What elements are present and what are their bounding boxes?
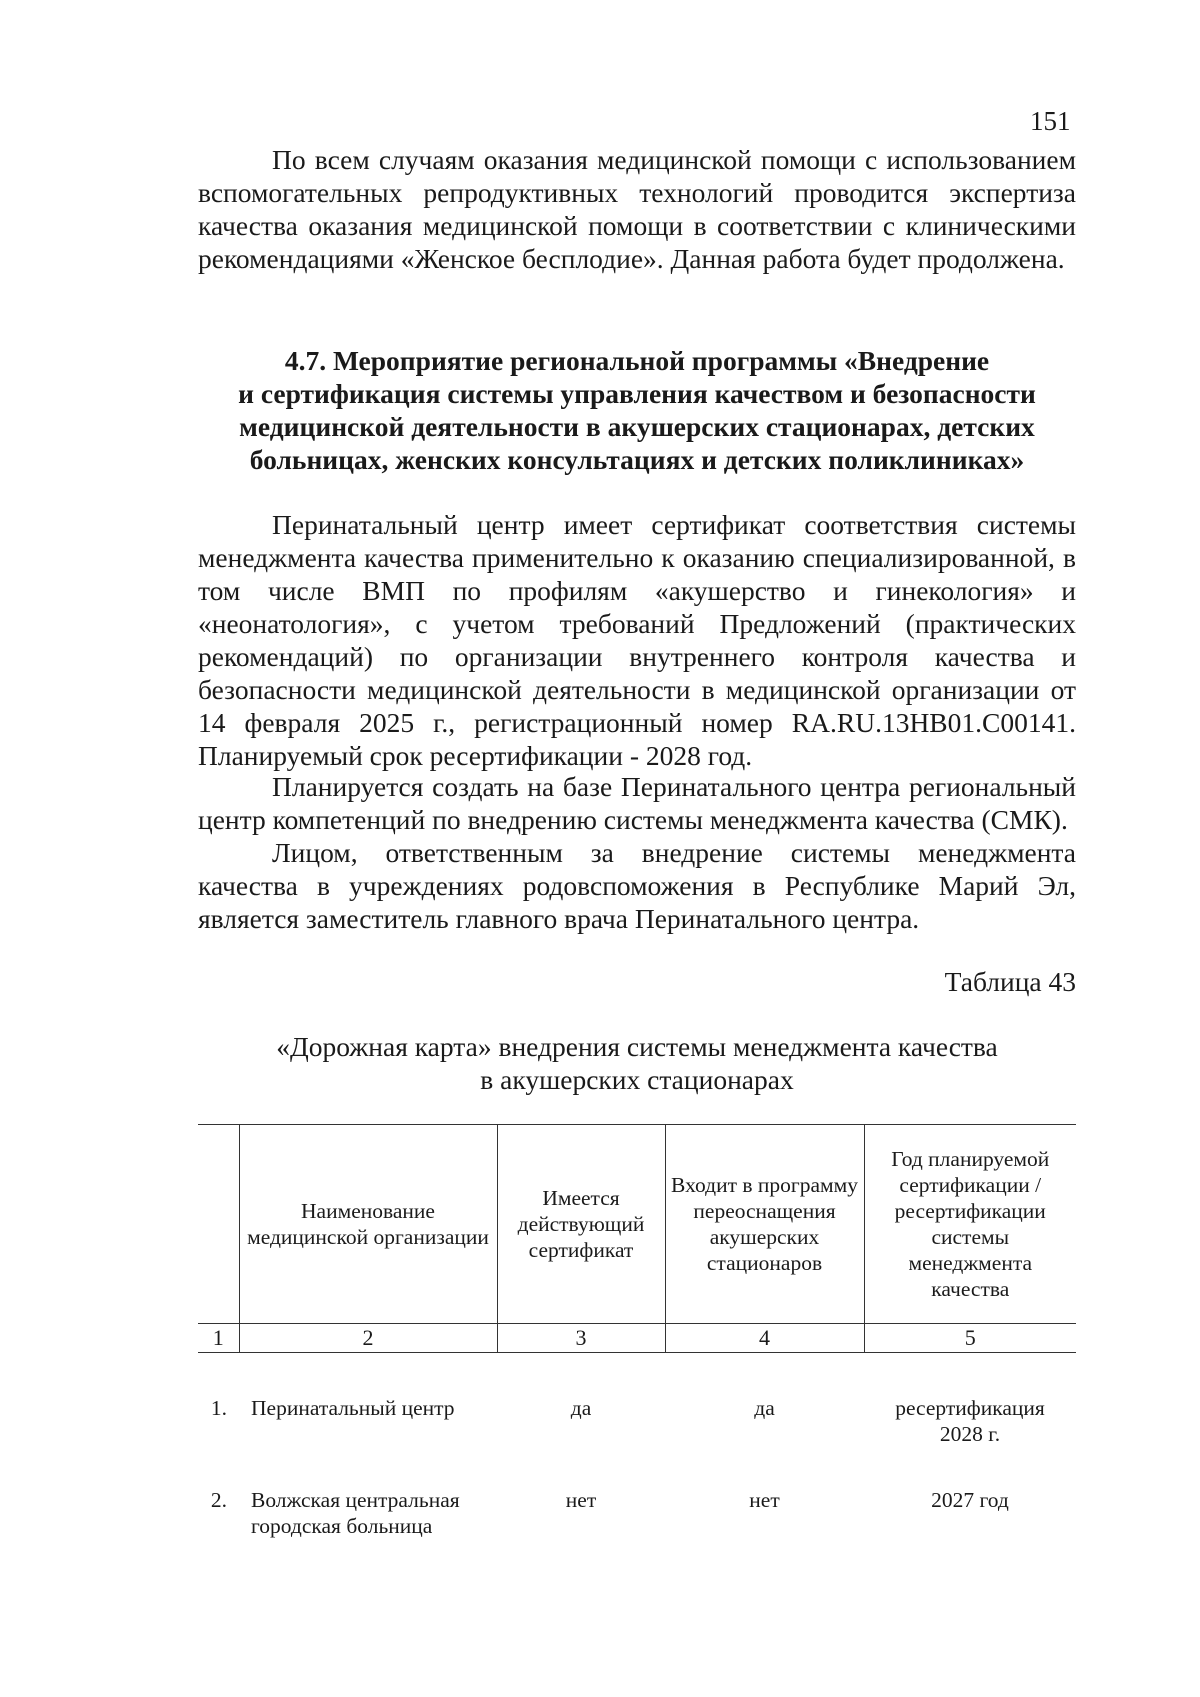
row-index: 1. — [210, 1396, 227, 1420]
row-organization: Перинатальный центр — [251, 1396, 455, 1420]
column-number: 2 — [239, 1324, 497, 1353]
row-organization — [239, 1487, 497, 1539]
responsible-person-paragraph: Лицом, ответственным за внедрение системы менеджмента качества в учреждениях родовспоможения в Республике Марий Эл, является заместитель главного врача Перинатального центра. — [198, 837, 1076, 934]
column-number: 5 — [864, 1324, 1076, 1353]
intro-paragraph: По всем случаям оказания медицинской помощи с использованием вспомогательных репродуктивных технологий проводится экспертиза качества оказания медицинской помощи в соответствии с клиническими рекомендациями «Женское бесплодие». Данная работа будет продолжена. — [198, 144, 1076, 274]
column-number: 1 — [198, 1324, 239, 1353]
table-spacer — [198, 1353, 1076, 1396]
competence-center-paragraph: Планируется создать на базе Перинатального центра региональный центр компетенций по внедрению системы менеджмента качества (СМК). — [198, 771, 1076, 835]
column-number-row — [198, 1324, 1076, 1353]
row-organization-line: Волжская центральная — [251, 1488, 460, 1512]
table-row — [198, 1487, 1076, 1539]
table-header-row — [198, 1125, 1076, 1324]
section-heading-line: больницах, женских консультациях и детских поликлиниках» — [249, 444, 1025, 475]
row-year-line: ресертификация — [895, 1396, 1045, 1420]
section-heading-line: медицинской деятельности в акушерских стационарах, детских — [239, 411, 1035, 442]
row-in-program: да — [754, 1396, 775, 1420]
table-title — [198, 1030, 1076, 1096]
section-heading-line: и сертификация системы управления качеством и безопасности — [238, 378, 1036, 409]
row-index: 2. — [210, 1488, 227, 1512]
row-in-program: нет — [749, 1488, 780, 1512]
column-header-certificate: Имеется действующий сертификат — [497, 1125, 665, 1324]
table-title-line: в акушерских стационарах — [480, 1064, 794, 1095]
table-label: Таблица 43 — [944, 966, 1076, 997]
row-organization-line: городская больница — [251, 1514, 433, 1538]
column-header-program: Входит в программу переоснащения акушерских стационаров — [665, 1125, 864, 1324]
column-header-year: Год планируемой сертификации / ресертификации системы менеджмента качества — [864, 1125, 1076, 1324]
section-heading-line: 4.7. Мероприятие региональной программы «Внедрение — [284, 345, 990, 376]
certificate-paragraph: Перинатальный центр имеет сертификат соответствия системы менеджмента качества применительно к оказанию специализированной, в том числе ВМП по профилям «акушерство и гинекология» и «неонатология», с учетом требований Предложений (практических рекомендаций) по организации внутреннего контроля качества и безопасности медицинской деятельности в медицинской организации от 14 февраля 2025 г., регистрационный номер RA.RU.13HB01.C00141. Планируемый срок ресертификации - 2028 год. — [198, 509, 1076, 771]
row-has-certificate: нет — [565, 1488, 597, 1512]
column-number: 3 — [497, 1324, 665, 1353]
table-title-line: «Дорожная карта» внедрения системы менеджмента качества — [276, 1031, 998, 1062]
table-row — [198, 1395, 1076, 1447]
row-year — [864, 1395, 1076, 1447]
column-number: 4 — [665, 1324, 864, 1353]
roadmap-table — [198, 1124, 1076, 1539]
column-header-index — [198, 1125, 239, 1324]
row-has-certificate: да — [570, 1396, 592, 1420]
section-heading — [198, 344, 1076, 476]
row-year: 2027 год — [931, 1488, 1009, 1512]
page-number: 151 — [1030, 106, 1071, 136]
column-header-organization: Наименование медицинской организации — [239, 1125, 497, 1324]
table-spacer — [198, 1447, 1076, 1487]
row-year-line: 2028 г. — [939, 1422, 1001, 1446]
